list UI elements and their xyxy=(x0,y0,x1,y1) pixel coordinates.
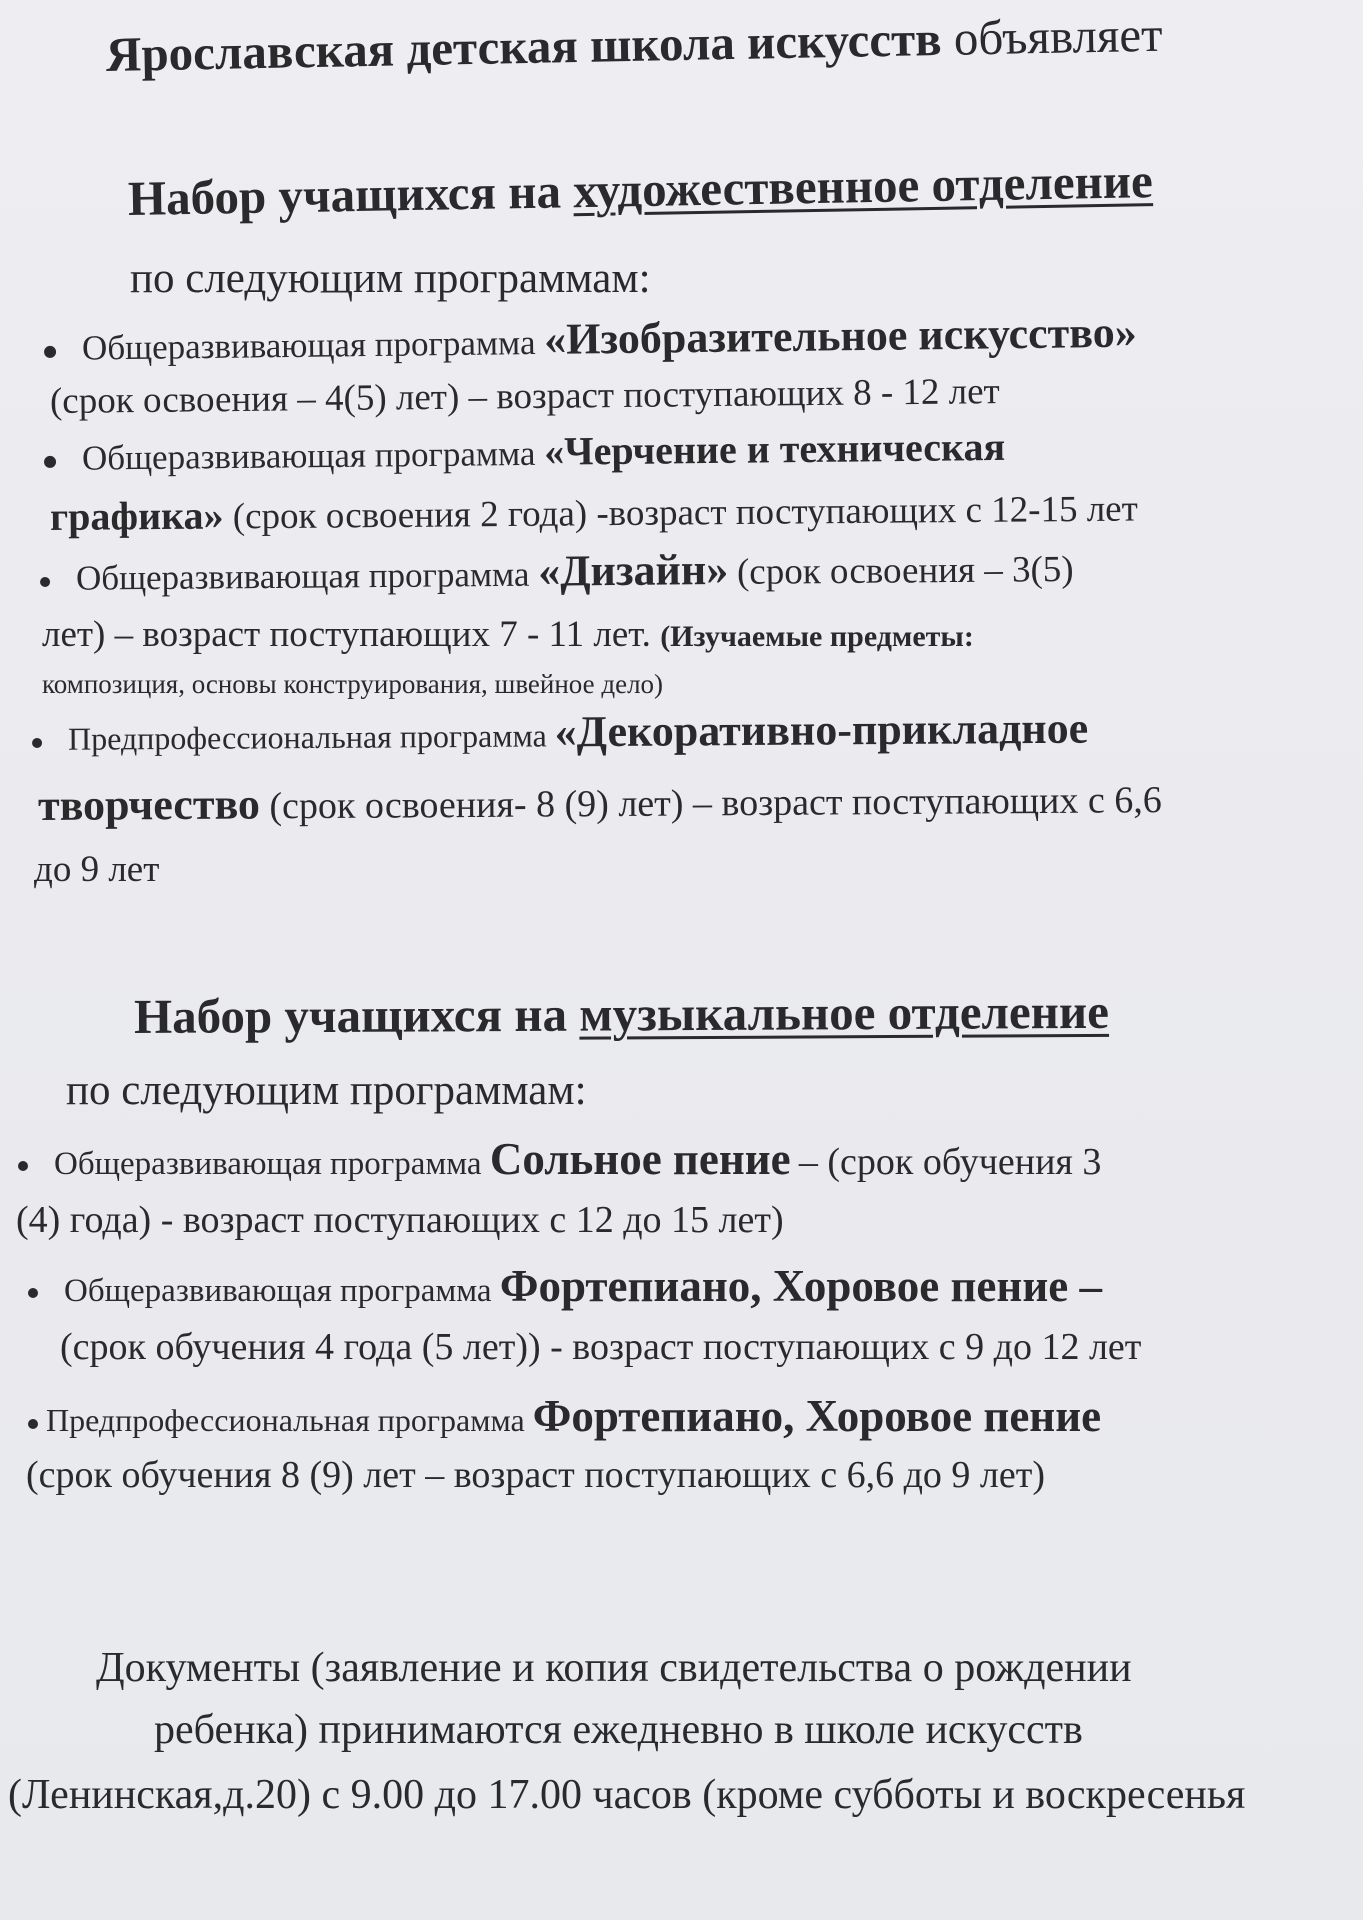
art-department-name: художественное отделение xyxy=(572,153,1154,219)
music-section-heading xyxy=(134,985,1109,1044)
program-details: (срок освоения- 8 (9) лет) – возраст поступающих с 6,6 xyxy=(269,779,1162,828)
program-details-continued: лет) – возраст поступающих 7 - 11 лет. xyxy=(42,614,651,655)
program-subjects: композиция, основы конструирования, швейное дело) xyxy=(42,669,664,699)
program-name: «Дизайн» xyxy=(537,544,729,596)
program-details: (срок освоения – 4(5) лет) – возраст поступающих 8 - 12 лет xyxy=(49,371,1000,422)
art-section-heading xyxy=(128,154,1154,226)
music-program-item xyxy=(28,1392,1101,1442)
program-details: (срок обучения 4 года (5 лет)) - возраст поступающих с 9 до 12 лет xyxy=(60,1326,1142,1368)
program-details-line xyxy=(50,486,1138,540)
art-program-item xyxy=(44,309,1137,371)
art-program-item xyxy=(32,705,1089,761)
program-name: Фортепиано, Хоровое пение – xyxy=(499,1261,1102,1311)
bullet-icon xyxy=(28,1288,38,1298)
art-subheading: по следующим программам: xyxy=(130,255,651,302)
program-name: Сольное пение xyxy=(489,1134,791,1184)
program-type: Предпрофессиональная программа xyxy=(46,1402,525,1438)
program-details: (срок освоения – 3(5) xyxy=(736,548,1074,593)
program-name: «Декоративно-прикладное xyxy=(554,703,1089,757)
program-name-continued: графика» xyxy=(49,492,224,539)
bullet-icon xyxy=(40,577,50,587)
program-details-line xyxy=(42,615,974,656)
program-details-line xyxy=(38,774,1162,830)
art-program-item xyxy=(44,425,1006,479)
program-name: «Изобразительное искусство» xyxy=(543,307,1137,364)
bullet-icon xyxy=(18,1161,28,1171)
program-type: Предпрофессиональная программа xyxy=(67,717,547,757)
header-verb: объявляет xyxy=(953,6,1164,66)
art-program-item xyxy=(40,543,1074,600)
documents-info-line-3: (Ленинская,д.20) с 9.00 до 17.00 часов (кроме субботы и воскресенья xyxy=(8,1772,1246,1818)
documents-info-line-2: ребенка) принимаются ежедневно в школе искусств xyxy=(154,1707,1083,1753)
bullet-icon xyxy=(28,1419,38,1429)
school-name: Ярославская детская школа искусств xyxy=(105,10,943,82)
program-details: (срок освоения 2 года) -возраст поступающих с 12-15 лет xyxy=(232,488,1138,538)
program-name: Фортепиано, Хоровое пение xyxy=(532,1391,1102,1441)
program-type: Общеразвивающая программа xyxy=(81,322,536,368)
program-name: «Черчение и техническая xyxy=(543,423,1006,474)
program-details-continued: (4) года) - возраст поступающих с 12 до 15 лет) xyxy=(16,1199,784,1241)
bullet-icon xyxy=(44,456,56,468)
music-heading-prefix: Набор учащихся на xyxy=(133,986,568,1044)
program-details: (срок обучения 8 (9) лет – возраст поступающих с 6,6 до 9 лет) xyxy=(26,1454,1046,1496)
music-program-item xyxy=(28,1262,1102,1312)
bullet-icon xyxy=(32,738,42,748)
documents-info-line-1: Документы (заявление и копия свидетельства о рождении xyxy=(96,1645,1132,1691)
program-type: Общеразвивающая программа xyxy=(81,433,536,478)
bullet-icon xyxy=(44,346,56,358)
subjects-label: (Изучаемые предметы: xyxy=(660,620,974,653)
music-program-item xyxy=(18,1135,1101,1185)
art-heading-prefix: Набор учащихся на xyxy=(127,163,562,226)
program-details: – (срок обучения 3 xyxy=(798,1141,1102,1183)
program-type: Общеразвивающая программа xyxy=(54,1146,482,1182)
program-details-continued: до 9 лет xyxy=(34,849,160,890)
music-department-name: музыкальное отделение xyxy=(579,983,1110,1042)
announcement-header xyxy=(105,8,1163,82)
program-type: Общеразвивающая программа xyxy=(64,1273,492,1309)
program-name-continued: творчество xyxy=(37,779,261,830)
program-type: Общеразвивающая программа xyxy=(75,554,530,598)
music-subheading: по следующим программам: xyxy=(66,1067,587,1114)
